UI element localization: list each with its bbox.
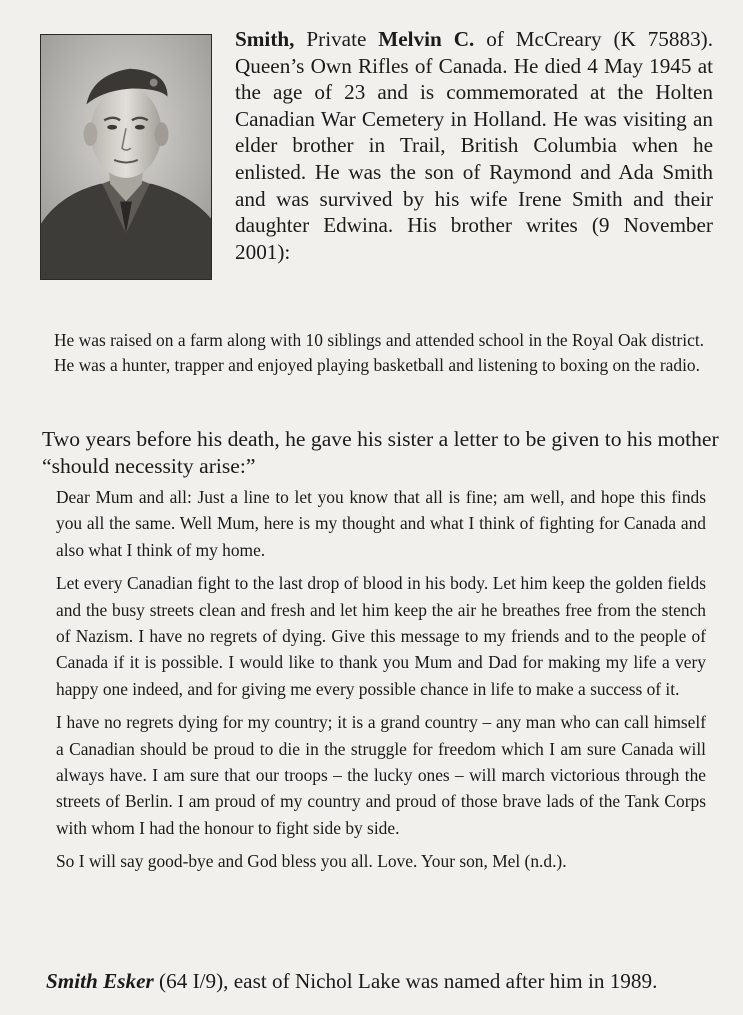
letter-paragraph: I have no regrets dying for my country; it is a grand country – any man who can call himself a Canadian should be proud to die in the struggle for freedom which I am sure Canada will always have. I am sure that our troops – the lucky ones – will march victorious through the streets of Berlin. I am proud of my country and proud of those brave lads of the Tank Corps with whom I had the honour to fight side by side.	[56, 712, 706, 838]
letter-body	[56, 484, 706, 882]
letter-paragraph: So I will say good-bye and God bless you all. Love. Your son, Mel (n.d.).	[56, 851, 567, 872]
given-name: Melvin C.	[378, 27, 475, 51]
rank: Private	[306, 27, 367, 51]
geo-feature-text: (64 I/9), east of Nichol Lake was named after him in 1989.	[159, 969, 658, 993]
letter-intro: Two years before his death, he gave his sister a letter to be given to his mother “should necessity arise:”	[42, 427, 719, 478]
geo-feature-name: Smith Esker	[46, 969, 154, 993]
letter-paragraph: Let every Canadian fight to the last drop of blood in his body. Let him keep the golden fields and the busy streets clean and fresh and let him keep the air he breathes free from the stench of Nazism. I have no regrets of dying. Give this message to my friends and to the people of Canada if it is possible. I would like to thank you Mum and Dad for making my life a very happy one indeed, and for giving me every possible chance in life to make a success of it.	[56, 573, 706, 699]
brother-quote: He was raised on a farm along with 10 siblings and attended school in the Royal Oak district. He was a hunter, trapper and enjoyed playing basketball and listening to boxing on the radio.	[54, 330, 704, 375]
surname: Smith,	[235, 27, 295, 51]
entry-text: of McCreary (K 75883). Queen’s Own Rifles of Canada. He died 4 May 1945 at the age of 23 and is commemorated at the Holten Canadian War Cemetery in Holland. He was visiting an elder brother in Trail, British Columbia when he enlisted. He was the son of Raymond and Ada Smith and was survived by his wife Irene Smith and their daughter Edwina. His brother writes (9 November 2001):	[235, 27, 714, 264]
geo-naming-note	[46, 968, 726, 995]
letter-paragraph: Dear Mum and all: Just a line to let you know that all is fine; am well, and hope this finds you all the same. Well Mum, here is my thought and what I think of fighting for Canada and also what I think of my home.	[56, 487, 706, 560]
soldier-portrait-photo	[40, 34, 212, 280]
entry-paragraph	[235, 26, 713, 265]
